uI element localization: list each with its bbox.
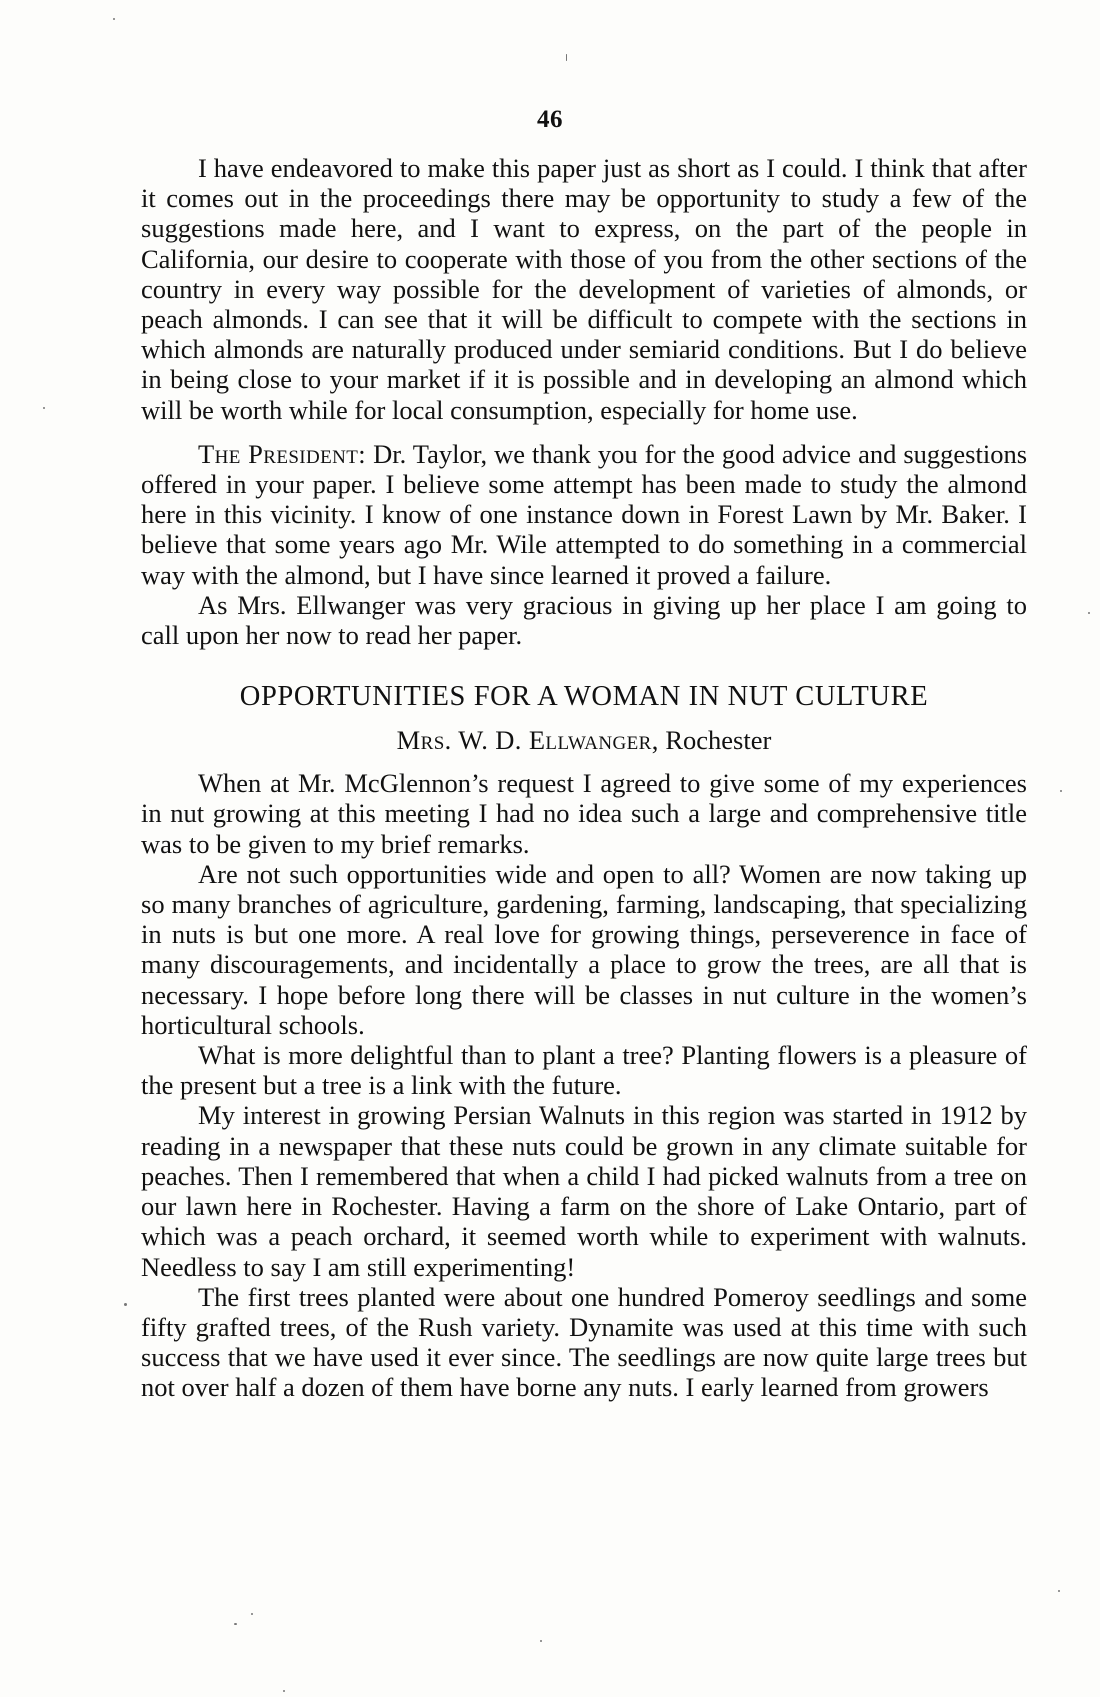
body-paragraph: As Mrs. Ellwanger was very gracious in giving up her place I am going to call upon her now to read her paper. — [141, 589, 1027, 651]
scan-speck — [113, 18, 115, 20]
body-paragraph: I have endeavored to make this paper just as short as I could. I think that after it comes out in the proceedings there may be opportunity to study a few of the suggestions made here, and I want to express, on the part of the people in California, our desire to cooperate with those of you from the other sections of the country in every way possible for the development of varieties of almonds, or peach almonds. I can see that it will be difficult to compete with the sections in which almonds are naturally produced under semiarid conditions. But I do believe in being close to your market if it is possible and in developing an almond which will be worth while for local consumption, especially for home use. — [141, 153, 1027, 425]
scan-speck — [251, 1613, 253, 1615]
author-name: Mrs. W. D. Ellwanger, — [396, 725, 659, 756]
scan-speck — [1058, 1590, 1060, 1592]
article-paragraph: My interest in growing Persian Walnuts in this region was started in 1912 by reading in a newspaper that these nuts could be grown in any climate suitable for peaches. Then I remembered that when a child I had picked walnuts from a tree on our lawn here in Rochester. Having a farm on the shore of Lake Ontario, part of which was a peach orchard, it seemed worth while to experiment with walnuts. Needless to say I am still experimenting! — [141, 1100, 1027, 1282]
scan-speck — [1088, 612, 1090, 614]
speaker-label: The President: — [198, 438, 367, 469]
page-number: 46 — [537, 106, 563, 133]
scan-speck — [566, 54, 567, 61]
scan-speck — [43, 407, 45, 409]
scan-speck — [234, 1623, 237, 1625]
article-byline — [141, 724, 1027, 756]
scan-speck — [1060, 790, 1062, 792]
scan-speck — [540, 1640, 542, 1642]
scan-speck — [124, 1303, 127, 1306]
scan-speck — [283, 1690, 285, 1692]
text-column — [141, 153, 1027, 1403]
president-remarks — [141, 439, 1027, 590]
article-title: OPPORTUNITIES FOR A WOMAN IN NUT CULTURE — [239, 681, 929, 713]
article-paragraph: Are not such opportunities wide and open to all? Women are now taking up so many branches of agriculture, gardening, farming, landscaping, that specializing in nuts is but one more. A real love for growing things, perseverence in face of many discouragements, and incidentally a place to grow the trees, are all that is necessary. I hope before long there will be classes in nut culture in the women’s horticultural schools. — [141, 858, 1027, 1040]
article-paragraph: When at Mr. McGlennon’s request I agreed to give some of my experiences in nut growing at this meeting I had no idea such a large and comprehensive title was to be given to my brief remarks. — [141, 768, 1027, 859]
speaker-text: Dr. Taylor, we thank you for the good advice and suggestions offered in your paper. I believe some attempt has been made to study the almond here in this vicinity. I know of one instance down in Forest Lawn by Mr. Baker. I believe that some years ago Mr. Wile attempted to do something in a commercial way with the almond, but I have since learned it proved a failure. — [141, 438, 1028, 590]
article-paragraph: The first trees planted were about one hundred Pomeroy seedlings and some fifty grafted trees, of the Rush variety. Dynamite was used at this time with such success that we have used it ever since. The seedlings are now quite large trees but not over half a dozen of them have borne any nuts. I early learned from growers — [141, 1281, 1027, 1403]
article-paragraph: What is more delightful than to plant a tree? Planting flowers is a pleasure of the present but a tree is a link with the future. — [141, 1040, 1027, 1101]
author-location: Rochester — [665, 725, 772, 756]
